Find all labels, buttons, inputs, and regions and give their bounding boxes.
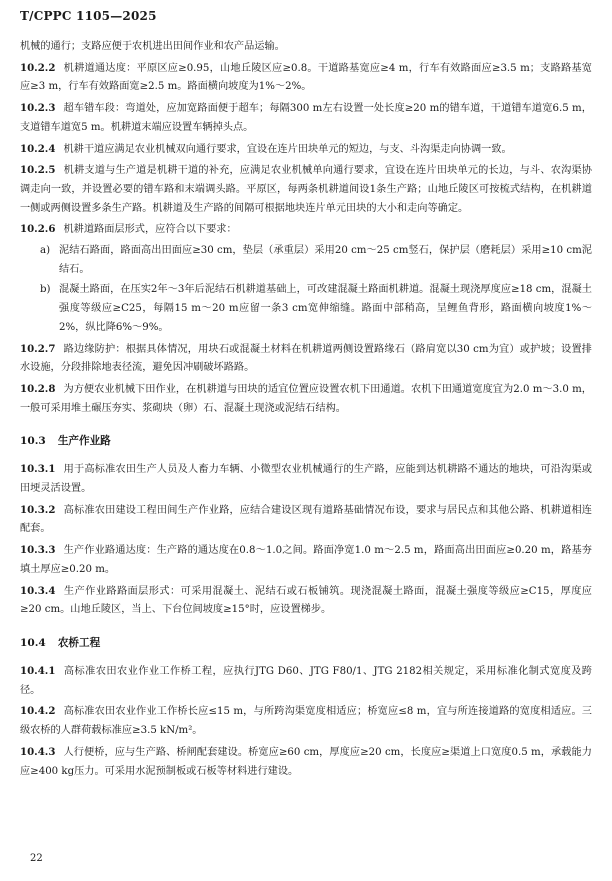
clause-text: 高标准农田农业作业工作桥长应≤15 m，与所跨沟渠宽度相适应；桥宽应≤8 m，宜与所连接道路的宽度相适应。三级农桥的人群荷载标准应≥3.5 kN/m²。 <box>20 706 592 737</box>
list-item <box>40 281 592 337</box>
clause-paragraph <box>20 380 592 418</box>
clause-number: 10.4.1 <box>20 664 56 677</box>
clause-text: 机耕道通达度：平原区应≥0.95，山地丘陵区应≥0.8。干道路基宽应≥4 m，行车有效路面应≥3.5 m；支路路基宽应≥3 m，行车有效路面宽≥2.5 m。路面横向坡度为1%～2%。 <box>20 62 592 93</box>
clause-number: 10.3.4 <box>20 584 56 597</box>
clause-number: 10.2.3 <box>20 102 56 115</box>
clause-number: 10.2.5 <box>20 164 56 177</box>
clause-text: 超车错车段：弯道处，应加宽路面便于超车；每隔300 m左右设置一处长度≥20 m的错车道，干道错车道宽6.5 m，支道错车道宽5 m。机耕道末端应设置车辆掉头点。 <box>20 103 592 133</box>
section-title: 农桥工程 <box>57 636 101 649</box>
clause-paragraph <box>20 541 592 579</box>
section-number: 10.4 <box>20 636 46 649</box>
list-item-text: 混凝土路面，在压实2年～3年后泥结石机耕道基础上，可改建混凝土路面机耕道。混凝土现浇厚度应≥18 cm，混凝土强度等级应≥C25，每隔15 m～20 m应留一条3 cm宽伸缩缝。路面中部稍高，呈鲤鱼背形，路面横向坡度1%～2%，纵比降6%～9%。 <box>59 284 592 333</box>
clause-text: 高标准农田农业作业工作桥工程，应执行JTG D60、JTG F80/1、JTG 2182相关规定，采用标准化制式宽度及跨径。 <box>20 665 592 696</box>
clause-paragraph <box>20 582 592 620</box>
clause-text: 生产作业路路面层形式：可采用混凝土、泥结石或石板铺筑。现浇混凝土路面，混凝土强度等级应≥C15，厚度应≥20 cm。山地丘陵区，当上、下台位间坡度≥15°时，应设置梯步。 <box>20 585 592 616</box>
clause-paragraph <box>20 743 592 781</box>
clause-number: 10.4.2 <box>20 705 56 718</box>
clause-number: 10.3.2 <box>20 503 56 516</box>
clause-number: 10.3.1 <box>20 463 56 476</box>
clause-paragraph <box>20 501 592 539</box>
clause-paragraph <box>20 662 592 700</box>
clause-number: 10.2.6 <box>20 223 56 236</box>
clause-paragraph <box>20 38 592 57</box>
clause-text: 人行便桥，应与生产路、桥闸配套建设。桥宽应≥60 cm，厚度应≥20 cm，长度应≥渠道上口宽度0.5 m，承载能力应≥400 kg压力。可采用水泥预制板或石板等材料进行建设。 <box>20 746 592 777</box>
section-number: 10.3 <box>20 435 46 448</box>
clause-text: 机耕干道应满足农业机械双向通行要求，宜设在连片田块单元的短边，与支、斗沟渠走向协调一致。 <box>63 143 512 155</box>
clause-text: 路边缘防护：根据具体情况，用块石或混凝土材料在机耕道两侧设置路缘石（路肩宽以30 cm为宜）或护坡；设置排水设施，分段排除地表径流，避免因冲刷破坏路路。 <box>20 343 592 374</box>
clause-paragraph <box>20 460 592 498</box>
clause-paragraph <box>20 99 592 137</box>
clause-text: 高标准农田建设工程田间生产作业路，应结合建设区现有道路基础情况布设，要求与居民点和其他公路、机耕道相连配套。 <box>20 504 592 535</box>
clause-text: 机耕支道与生产道是机耕干道的补充，应满足农业机械单向通行要求，宜设在连片田块单元的长边，与斗、农沟渠协调走向一致，并设置必要的错车路和末端调头路。平原区，每两条机耕道间设1条生产路；山地丘陵区可按梳式结构，在机耕道一侧或两侧设置多条生产路。机耕道及生产路的间隔可根据地块连片单元田块的大小和走向等确定。 <box>20 165 592 214</box>
document-body <box>20 38 592 783</box>
section-title: 生产作业路 <box>57 435 111 448</box>
clause-number: 10.3.3 <box>20 544 56 557</box>
page-number: 22 <box>30 853 43 864</box>
clause-number: 10.2.7 <box>20 342 56 355</box>
clause-paragraph <box>20 161 592 218</box>
clause-paragraph <box>20 59 592 97</box>
clause-text: 用于高标准农田生产人员及人畜力车辆、小微型农业机械通行的生产路，应能到达机耕路不通达的地块，可沿沟渠或田埂灵活设置。 <box>20 464 592 495</box>
clause-text: 机耕道路面层形式，应符合以下要求： <box>63 224 237 236</box>
clause-number: 10.2.2 <box>20 61 56 74</box>
list-item-text: 泥结石路面，路面高出田面应≥30 cm，垫层（承重层）采用20 cm～25 cm竖石，保护层（磨耗层）采用≥10 cm泥结石。 <box>59 245 592 275</box>
clause-number: 10.2.4 <box>20 142 56 155</box>
clause-text: 机械的通行；支路应便于农机进出田间作业和农产品运输。 <box>20 41 285 52</box>
clause-text: 为方便农业机械下田作业，在机耕道与田块的适宜位置应设置农机下田通道。农机下田通道宽度宜为2.0 m～3.0 m，一般可采用堆土碾压夯实、浆砌块（卵）石、混凝土现浇或泥结石结构。 <box>20 383 592 414</box>
clause-number: 10.4.3 <box>20 745 56 758</box>
clause-paragraph <box>20 702 592 740</box>
list-item <box>40 242 592 279</box>
clause-paragraph <box>20 140 592 160</box>
clause-text: 生产作业路通达度：生产路的通达度在0.8～1.0之间。路面净宽1.0 m～2.5 m，路面高出田面应≥0.20 m，路基夯填土厚应≥0.20 m。 <box>20 545 592 575</box>
list-item-label: a) <box>40 245 51 257</box>
clause-paragraph <box>20 220 592 240</box>
clause-number: 10.2.8 <box>20 382 56 395</box>
document-code: T/CPPC 1105—2025 <box>20 9 157 23</box>
section-heading <box>20 634 592 652</box>
list-item-label: b) <box>40 284 51 296</box>
section-heading <box>20 432 592 450</box>
clause-paragraph <box>20 340 592 378</box>
